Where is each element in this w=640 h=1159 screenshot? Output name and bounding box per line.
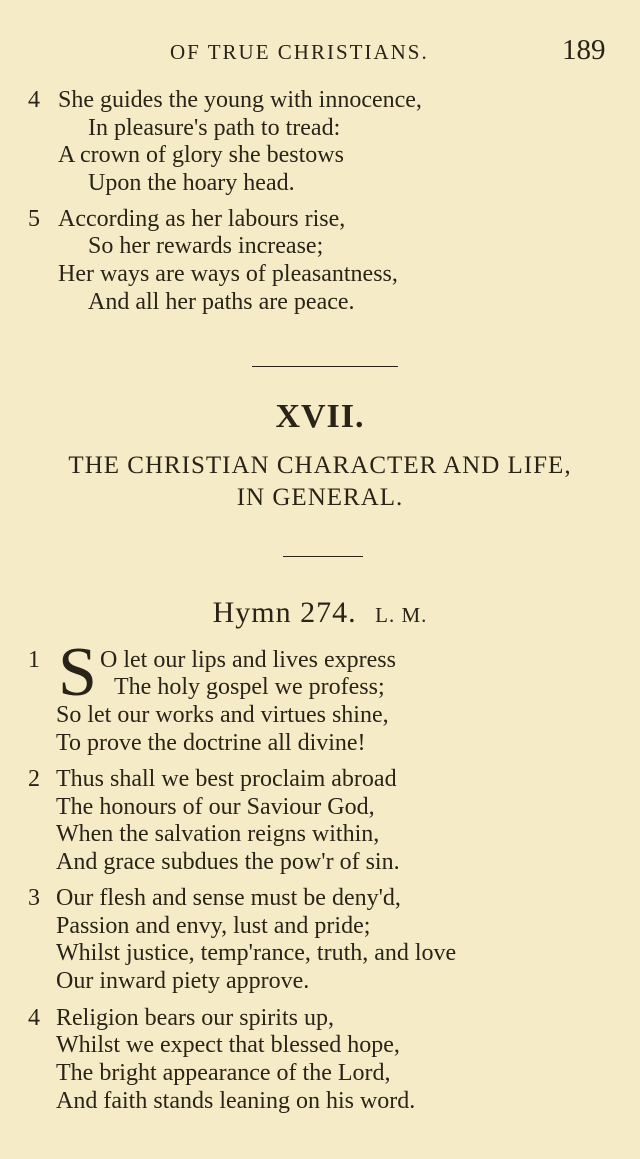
verse-line: Religion bears our spirits up, — [56, 1005, 334, 1031]
verse-line: So let our works and virtues shine, — [56, 702, 389, 728]
verse-line: Passion and envy, lust and pride; — [56, 913, 371, 939]
hymn-title: Hymn 274. — [212, 596, 357, 629]
verse-line: According as her labours rise, — [58, 206, 346, 232]
stanza-number: 4 — [28, 87, 40, 113]
verse-line: Whilst we expect that blessed hope, — [56, 1032, 400, 1058]
verse-line: In pleasure's path to tread: — [88, 115, 341, 141]
section-numeral: XVII. — [275, 398, 365, 435]
verse-line: And all her paths are peace. — [88, 289, 355, 315]
stanza-number: 2 — [28, 766, 40, 792]
verse-line: Whilst justice, temp'rance, truth, and love — [56, 940, 457, 966]
running-head: OF TRUE CHRISTIANS. — [170, 40, 429, 64]
page-number: 189 — [562, 34, 606, 66]
verse-line: O let our lips and lives express — [100, 647, 396, 673]
section-divider — [252, 366, 398, 367]
verse-line: Upon the hoary head. — [88, 170, 295, 196]
verse-line: The holy gospel we profess; — [114, 674, 385, 700]
verse-line: A crown of glory she bestows — [58, 142, 344, 168]
section-title-line-1: THE CHRISTIAN CHARACTER AND LIFE, — [68, 452, 572, 479]
hymn-heading — [0, 596, 640, 630]
section-title-line-2: IN GENERAL. — [236, 484, 404, 511]
verse-line: The honours of our Saviour God, — [56, 794, 375, 820]
stanza-number: 4 — [28, 1005, 40, 1031]
verse-line: And faith stands leaning on his word. — [56, 1088, 416, 1114]
stanza-number: 5 — [28, 206, 40, 232]
verse-line: When the salvation reigns within, — [56, 821, 380, 847]
hymn-meter: L. M. — [375, 603, 428, 627]
stanza-number: 3 — [28, 885, 40, 911]
drop-cap: S — [58, 634, 97, 711]
verse-line: The bright appearance of the Lord, — [56, 1060, 391, 1086]
verse-line: Our flesh and sense must be deny'd, — [56, 885, 401, 911]
stanza-number: 1 — [28, 647, 40, 673]
verse-line: So her rewards increase; — [88, 233, 324, 259]
verse-line: Thus shall we best proclaim abroad — [56, 766, 397, 792]
verse-line: Our inward piety approve. — [56, 968, 310, 994]
verse-line: Her ways are ways of pleasantness, — [58, 261, 398, 287]
hymn-divider — [283, 556, 363, 557]
verse-line: She guides the young with innocence, — [58, 87, 422, 113]
verse-line: To prove the doctrine all divine! — [56, 730, 366, 756]
verse-line: And grace subdues the pow'r of sin. — [56, 849, 400, 875]
